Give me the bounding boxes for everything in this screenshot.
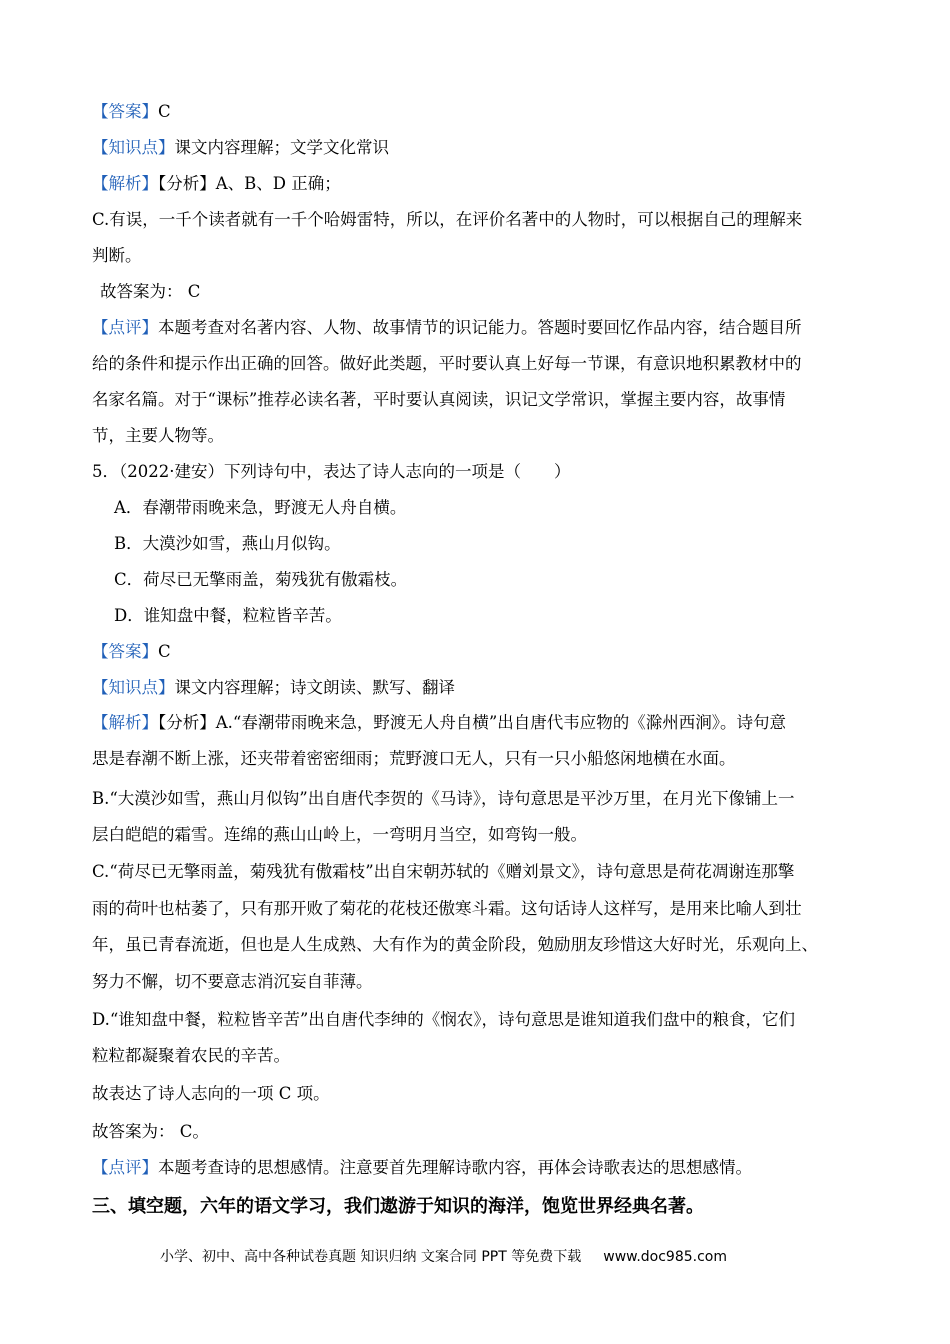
q4-analysis bbox=[92, 173, 862, 195]
answer-tag: 【答案】 bbox=[92, 102, 158, 121]
q5-analysis-line10: 粒粒都凝聚着农民的辛苦。 bbox=[92, 1046, 290, 1065]
q5-analysis-line3: B.“大漠沙如雪，燕山月似钩”出自唐代李贺的《马诗》，诗句意思是平沙万里，在月光下像铺上一 bbox=[92, 789, 795, 808]
page-footer bbox=[160, 1246, 840, 1266]
q5-comment bbox=[92, 1157, 862, 1179]
q5-answer-value: C bbox=[158, 642, 171, 661]
answer-tag: 【答案】 bbox=[92, 642, 158, 661]
q5-analysis-line4: 层白皑皑的霜雪。连绵的燕山山岭上，一弯明月当空，如弯钩一般。 bbox=[92, 825, 587, 844]
q5-analysis-line5: C.“荷尽已无擎雨盖，菊残犹有傲霜枝”出自宋朝苏轼的《赠刘景文》，诗句意思是荷花凋谢连那擎 bbox=[92, 862, 795, 881]
q5-stem: 5．（2022·建安）下列诗句中，表达了诗人志向的一项是（ ） bbox=[92, 462, 571, 481]
q4-comment-line1: 本题考查对名著内容、人物、故事情节的识记能力。答题时要回忆作品内容，结合题目所 bbox=[158, 318, 802, 337]
q5-option-a: A．春潮带雨晚来急，野渡无人舟自横。 bbox=[114, 498, 407, 517]
q5-option-c: C．荷尽已无擎雨盖，菊残犹有傲霜枝。 bbox=[114, 570, 408, 589]
q4-knowledge bbox=[92, 137, 862, 159]
q5-knowledge-value: 课文内容理解；诗文朗读、默写、翻译 bbox=[174, 678, 455, 697]
q5-analysis bbox=[92, 712, 862, 734]
q5-analysis-line1: 【分析】A.“春潮带雨晚来急，野渡无人舟自横”出自唐代韦应物的《滁州西涧》。诗句意 bbox=[158, 713, 787, 732]
q4-answer bbox=[92, 101, 862, 123]
q4-comment-line3: 名家名篇。对于“课标”推荐必读名著，平时要认真阅读，识记文学常识，掌握主要内容，故事情 bbox=[92, 390, 786, 409]
q5-answer bbox=[92, 641, 862, 663]
footer-text: 小学、初中、高中各种试卷真题 知识归纳 文案合同 PPT 等免费下载 bbox=[160, 1249, 582, 1265]
comment-tag: 【点评】 bbox=[92, 318, 158, 337]
q4-analysis-line2: C.有误，一千个读者就有一千个哈姆雷特，所以，在评价名著中的人物时，可以根据自己的理解来 bbox=[92, 210, 803, 229]
comment-tag: 【点评】 bbox=[92, 1158, 158, 1177]
q4-comment-line2: 给的条件和提示作出正确的回答。做好此类题，平时要认真上好每一节课，有意识地积累教材中的 bbox=[92, 354, 802, 373]
q5-comment-text: 本题考查诗的思想感情。注意要首先理解诗歌内容，再体会诗歌表达的思想感情。 bbox=[158, 1158, 752, 1177]
q5-analysis-line9: D.“谁知盘中餐，粒粒皆辛苦”出自唐代李绅的《悯农》，诗句意思是谁知道我们盘中的粮食，它们 bbox=[92, 1010, 796, 1029]
analysis-tag: 【解析】 bbox=[92, 174, 158, 193]
q5-final-answer: 故答案为： C。 bbox=[92, 1122, 209, 1141]
q4-answer-value: C bbox=[158, 102, 171, 121]
q4-comment bbox=[92, 317, 862, 339]
knowledge-tag: 【知识点】 bbox=[92, 678, 175, 697]
q4-analysis-line3: 判断。 bbox=[92, 246, 142, 265]
q4-analysis-line1: 【分析】A、B、D 正确； bbox=[158, 174, 341, 193]
q5-knowledge bbox=[92, 677, 862, 699]
q5-analysis-line8: 努力不懈，切不要意志消沉妄自菲薄。 bbox=[92, 972, 373, 991]
section-three-title: 三、填空题，六年的语文学习，我们遨游于知识的海洋，饱览世界经典名著。 bbox=[92, 1196, 704, 1217]
q5-analysis-line6: 雨的荷叶也枯萎了，只有那开败了菊花的花枝还傲寒斗霜。这句话诗人这样写，是用来比喻人到壮 bbox=[92, 899, 802, 918]
q5-analysis-line2: 思是春潮不断上涨，还夹带着密密细雨；荒野渡口无人，只有一只小船悠闲地横在水面。 bbox=[92, 749, 736, 768]
q4-knowledge-value: 课文内容理解；文学文化常识 bbox=[174, 138, 389, 157]
q5-analysis-line7: 年，虽已青春流逝，但也是人生成熟、大有作为的黄金阶段，勉励朋友珍惜这大好时光，乐观向上、 bbox=[92, 935, 818, 954]
knowledge-tag: 【知识点】 bbox=[92, 138, 175, 157]
q5-option-d: D．谁知盘中餐，粒粒皆辛苦。 bbox=[114, 606, 342, 625]
q4-final-answer: 故答案为： C bbox=[100, 282, 201, 301]
footer-url[interactable]: www.doc985.com bbox=[603, 1249, 727, 1265]
q4-comment-line4: 节，主要人物等。 bbox=[92, 426, 224, 445]
analysis-tag: 【解析】 bbox=[92, 713, 158, 732]
q5-option-b: B．大漠沙如雪，燕山月似钩。 bbox=[114, 534, 341, 553]
q5-analysis-line11: 故表达了诗人志向的一项 C 项。 bbox=[92, 1084, 330, 1103]
